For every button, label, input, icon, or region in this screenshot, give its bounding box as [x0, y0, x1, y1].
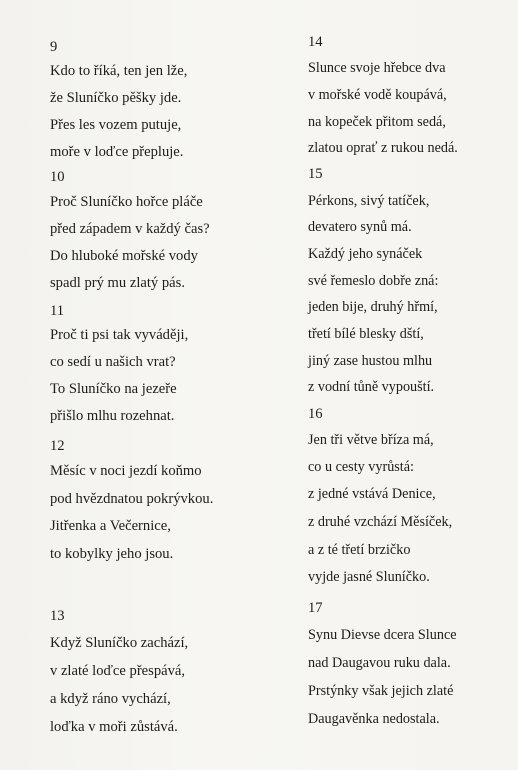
verse-line: loďka v moři zůstává. — [50, 719, 178, 735]
verse-line: Přes les vozem putuje, — [50, 117, 182, 133]
verse-line: Kdo to říká, ten jen lže, — [50, 63, 188, 79]
verse-line: co sedí u našich vrat? — [50, 354, 176, 370]
verse-line: Měsíc v noci jezdí koňmo — [50, 463, 202, 479]
verse-line: jeden bije, druhý hřmí, — [308, 299, 438, 315]
verse-line: Proč ti psi tak vyváději, — [50, 327, 189, 343]
verse-line: Každý jeho synáček — [308, 246, 423, 262]
verse-line: moře v loďce přepluje. — [50, 144, 184, 160]
verse-line: přišlo mlhu rozehnat. — [50, 408, 175, 424]
verse-line: své řemeslo dobře zná: — [308, 273, 439, 289]
stanza-number: 17 — [308, 600, 323, 616]
stanza-number: 12 — [50, 438, 65, 454]
verse-line: Synu Dievse dcera Slunce — [308, 627, 457, 643]
verse-line: devatero synů má. — [308, 219, 412, 235]
verse-line: Pérkons, sivý tatíček, — [308, 193, 430, 209]
verse-line: Jen tři větve bříza má, — [308, 432, 434, 448]
stanza-number: 15 — [308, 166, 323, 182]
verse-line: spadl prý mu zlatý pás. — [50, 275, 185, 291]
verse-line: Proč Sluníčko hořce pláče — [50, 194, 203, 210]
verse-line: a když ráno vychází, — [50, 691, 171, 707]
verse-line: Daugavěnka nedostala. — [308, 711, 440, 727]
stanza-number: 9 — [50, 39, 58, 55]
verse-line: na kopeček přitom sedá, — [308, 114, 446, 130]
verse-line: z vodní tůně vypouští. — [308, 379, 435, 395]
verse-line: z druhé vzchází Měsíček, — [308, 514, 453, 530]
stanza-number: 16 — [308, 406, 323, 422]
verse-line: v zlaté loďce přespává, — [50, 663, 186, 679]
verse-line: To Sluníčko na jezeře — [50, 381, 177, 397]
verse-line: v mořské vodě koupává, — [308, 87, 447, 103]
stanza-number: 14 — [308, 34, 323, 50]
verse-line: že Sluníčko pěšky jde. — [50, 90, 182, 106]
stanza-number: 11 — [50, 303, 65, 319]
verse-line: nad Daugavou ruku dala. — [308, 655, 451, 671]
verse-line: zlatou oprať z rukou nedá. — [308, 140, 458, 156]
verse-line: Do hluboké mořské vody — [50, 248, 198, 264]
verse-line: Jitřenka a Večernice, — [50, 518, 171, 534]
verse-line: vyjde jasné Sluníčko. — [308, 569, 430, 585]
verse-line: to kobylky jeho jsou. — [50, 546, 174, 562]
verse-line: pod hvězdnatou pokrývkou. — [50, 491, 214, 507]
stanza-number: 13 — [50, 608, 65, 624]
verse-line: co u cesty vyrůstá: — [308, 459, 414, 475]
verse-line: Když Sluníčko zachází, — [50, 635, 189, 651]
verse-line: jiný zase hustou mlhu — [308, 353, 433, 369]
verse-line: třetí bílé blesky dští, — [308, 326, 424, 342]
verse-line: Slunce svoje hřebce dva — [308, 60, 446, 76]
verse-line: Prstýnky však jejich zlaté — [308, 683, 454, 699]
stanza-number: 10 — [50, 169, 65, 185]
verse-line: a z té třetí brzičko — [308, 542, 411, 558]
verse-line: z jedné vstává Denice, — [308, 486, 436, 502]
verse-line: před západem v každý čas? — [50, 221, 210, 237]
